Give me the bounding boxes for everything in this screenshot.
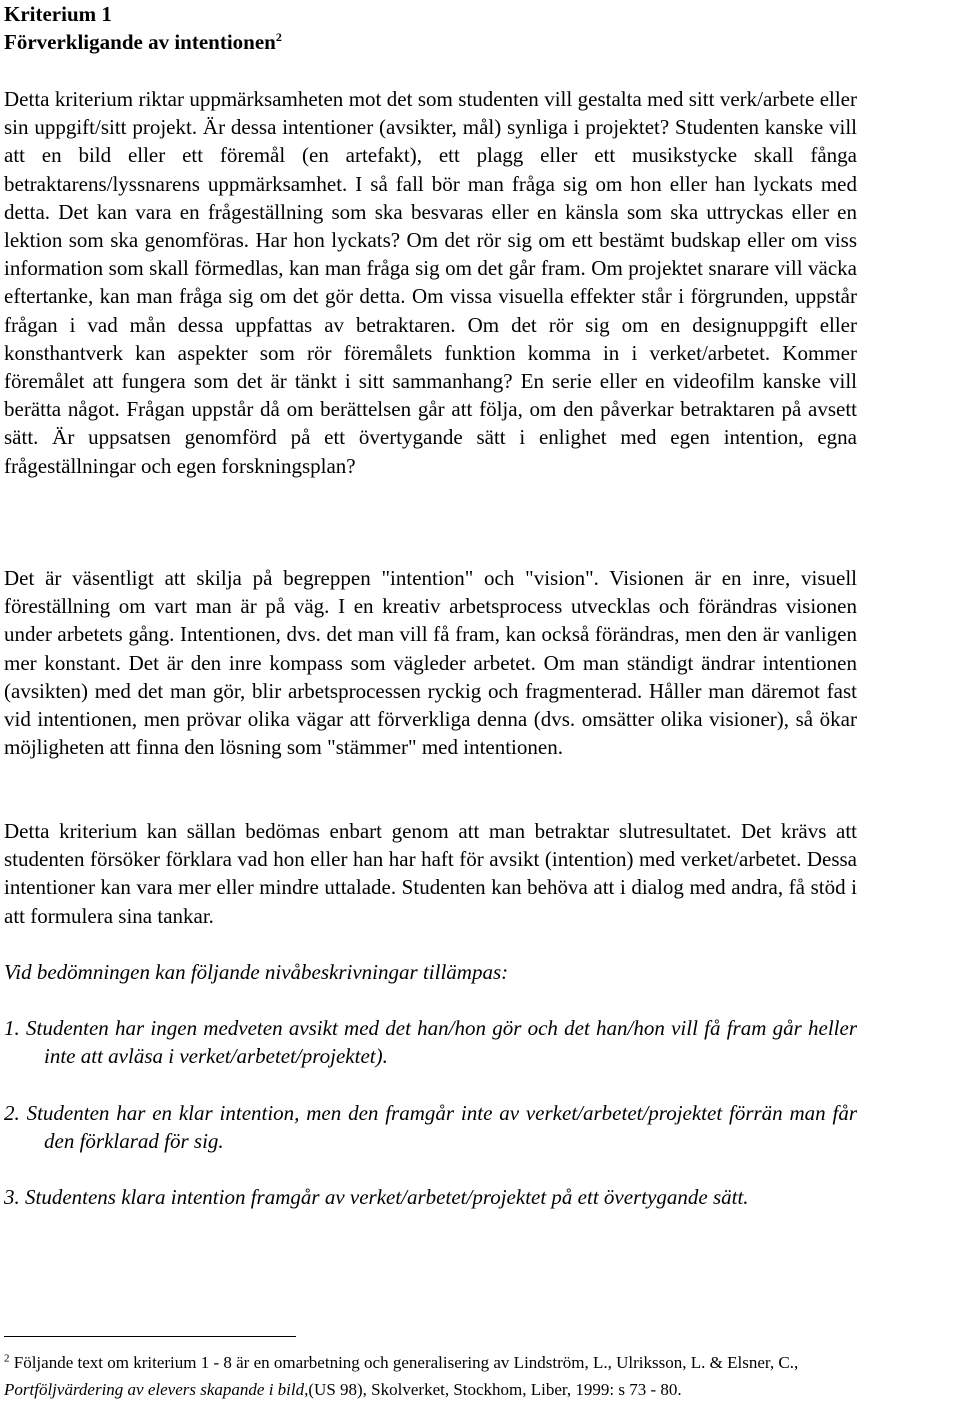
levels-intro: Vid bedömningen kan följande nivåbeskrivningar tillämpas: <box>4 960 509 984</box>
paragraph-intro: Detta kriterium riktar uppmärksamheten mot det som studenten vill gestalta med sitt verk/arbete eller sin uppgift/sitt projekt. Är dessa intentioner (avsikter, mål) synliga i projektet? Studenten kanske vill att en bild eller ett föremål (en artefakt), ett plagg eller ett musikstycke skall fånga betraktarens/lyssnarens uppmärksamhet. I så fall bör man fråga sig om hon eller han lyckats med detta. Det kan vara en frågeställning som ska besvaras eller en känsla som ska uttryckas eller en lektion som ska genomföras. Har hon lyckats? Om det rör sig om ett bestämt budskap eller om viss information som skall förmedlas, kan man fråga sig om det går fram. Om projektet snarare vill väcka eftertanke, kan man fråga sig om det gör detta. Om vissa visuella effekter står i förgrunden, uppstår frågan i vad mån dessa uppfattas av betraktaren. Om det rör sig om en designuppgift eller konsthantverk kan aspekter som rör föremålets funktion komma in i verket/arbetet. Kommer föremålet att fungera som det är tänkt i sitt sammanhang? En serie eller en videofilm kanske vill berätta något. Frågan uppstår då om berättelsen går att följa, om den påverkar betraktaren på avsett sätt. Är uppsatsen genomförd på ett övertygande sätt i enlighet med egen intention, egna frågeställningar och egen forskningsplan? <box>4 87 857 478</box>
footnote-text: Följande text om kriterium 1 - 8 är en omarbetning och generalisering av Lindström, L., Ulriksson, L. & Elsner, C., <box>13 1353 799 1372</box>
level-item-3: 3. Studentens klara intention framgår av verket/arbetet/projektet på ett övertygande sätt. <box>4 1185 749 1209</box>
criterion-subtitle-text: Förverkligande av intentionen <box>4 30 276 54</box>
footnote-citation: ,(US 98), Skolverket, Stockhom, Liber, 1999: s 73 - 80. <box>304 1380 682 1399</box>
footnote-line-1 <box>4 1350 960 1376</box>
footnote-separator <box>4 1336 296 1337</box>
criterion-heading: Kriterium 1 <box>4 2 112 26</box>
level-item-2: 2. Studenten har en klar intention, men den framgår inte av verket/arbetet/projektet förrän man får den förklarad för sig. <box>4 1101 857 1154</box>
footnote-book-title: Portföljvärdering av elevers skapande i bild <box>4 1380 305 1399</box>
paragraph-assessment: Detta kriterium kan sällan bedömas enbart genom att man betraktar slutresultatet. Det krävs att studenten försöker förklara vad hon eller han har haft för avsikt (intention) med verket/arbetet. Dessa intentioner kan vara mer eller mindre uttalade. Studenten kan behöva att i dialog med andra, få stöd i att formulera sina tankar. <box>4 819 857 928</box>
footnote-reference: 2 <box>275 30 282 44</box>
level-item-1: 1. Studenten har ingen medveten avsikt med det han/hon gör och det han/hon vill få fram går heller inte att avläsa i verket/arbetet/projektet). <box>4 1016 857 1069</box>
criterion-subtitle <box>4 28 282 56</box>
footnote-line-2 <box>4 1377 960 1403</box>
paragraph-intention-vision: Det är väsentligt att skilja på begreppen "intention" och "vision". Visionen är en inre, visuell föreställning om vart man är på väg. I en kreativ arbetsprocess utvecklas och förändras visionen under arbetets gång. Intentionen, dvs. det man vill få fram, kan också förändras, men den är vanligen mer konstant. Det är den inre kompass som vägleder arbetet. Om man ständigt ändrar intentionen (avsikten) med det man gör, blir arbetsprocessen ryckig och fragmenterad. Håller man däremot fast vid intentionen, men prövar olika vägar att förverkliga denna (dvs. omsätter olika visioner), så ökar möjligheten att finna den lösning som "stämmer" med intentionen. <box>4 566 857 760</box>
footnote-number: 2 <box>4 1352 10 1365</box>
